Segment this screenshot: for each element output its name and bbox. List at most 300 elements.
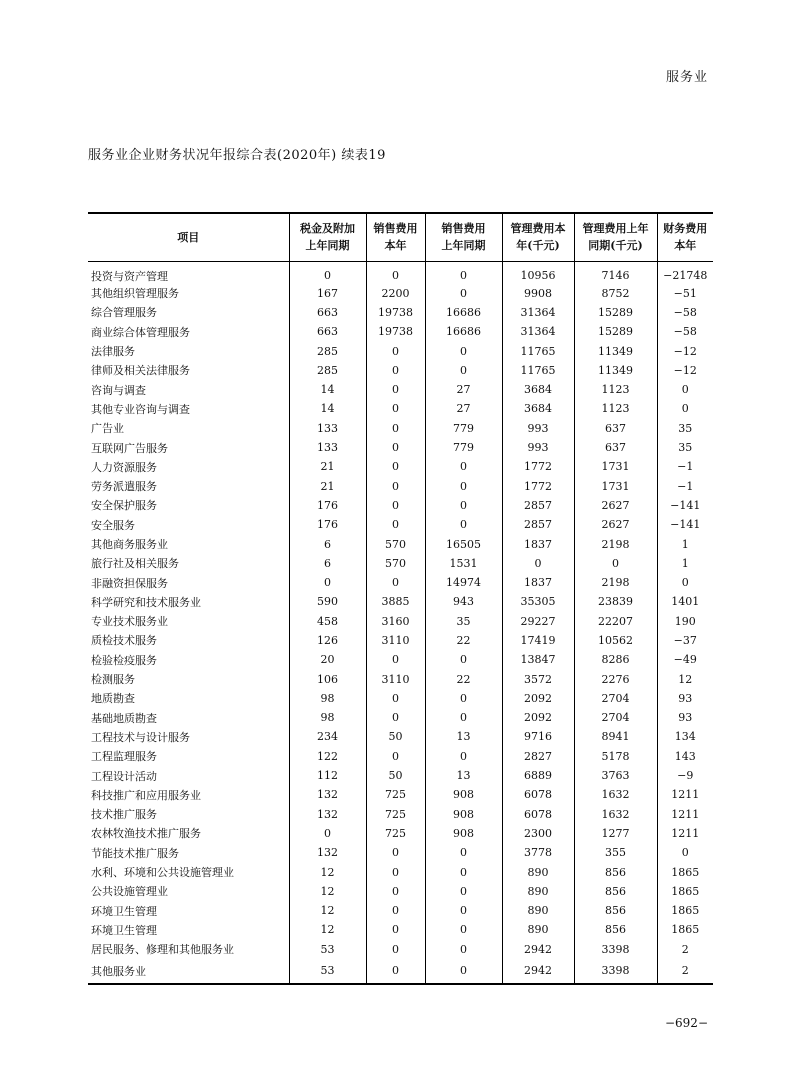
- column-header: [425, 213, 502, 261]
- table-cell: 663: [289, 303, 366, 322]
- table-cell: 1211: [657, 824, 713, 843]
- row-label: 技术推广服务: [91, 808, 157, 822]
- table-cell: 3778: [502, 843, 574, 862]
- page-number: −692−: [664, 1016, 708, 1030]
- table-cell: −37: [657, 631, 713, 650]
- row-label: 律师及相关法律服务: [91, 364, 190, 378]
- table-cell: 890: [502, 882, 574, 901]
- column-header-line: 销售费用: [441, 222, 486, 236]
- table-cell: 3398: [574, 940, 657, 959]
- table-cell: 35: [657, 419, 713, 438]
- table-cell: 0: [425, 361, 502, 380]
- table-cell: 0: [425, 843, 502, 862]
- table-cell: 1837: [502, 573, 574, 592]
- table-cell: 2627: [574, 496, 657, 515]
- table-cell: 14: [289, 399, 366, 418]
- table-cell: 2300: [502, 824, 574, 843]
- table-cell: 19738: [366, 303, 425, 322]
- column-header-line: 税金及附加: [300, 222, 355, 236]
- row-label: 质检技术服务: [91, 634, 157, 648]
- table-cell: 285: [289, 341, 366, 360]
- table-cell: 6078: [502, 785, 574, 804]
- row-label: 安全保护服务: [91, 499, 157, 513]
- table-cell: −141: [657, 515, 713, 534]
- table-cell: 0: [366, 862, 425, 881]
- section-header: 服务业: [665, 70, 708, 85]
- table-cell: 16505: [425, 534, 502, 553]
- table-cell: 0: [366, 882, 425, 901]
- table-cell: −1: [657, 476, 713, 495]
- table-row: [88, 940, 713, 959]
- table-cell: 12: [289, 901, 366, 920]
- table-cell: 993: [502, 419, 574, 438]
- table-cell: 13: [425, 727, 502, 746]
- table-cell: 17419: [502, 631, 574, 650]
- table-cell: 890: [502, 901, 574, 920]
- table-cell: 0: [425, 341, 502, 360]
- table-cell: 2627: [574, 515, 657, 534]
- table-cell: 15289: [574, 303, 657, 322]
- table-cell: 590: [289, 592, 366, 611]
- table-cell: 1865: [657, 901, 713, 920]
- table-row: [88, 573, 713, 592]
- table-cell: 7146: [574, 261, 657, 284]
- table-cell: 15289: [574, 322, 657, 341]
- column-header: [657, 213, 713, 261]
- table-cell: 0: [366, 496, 425, 515]
- table-cell: 285: [289, 361, 366, 380]
- table-cell: 22: [425, 631, 502, 650]
- table-cell: 2827: [502, 747, 574, 766]
- table-cell: 2276: [574, 669, 657, 688]
- row-label: 科技推广和应用服务业: [91, 788, 201, 802]
- column-header-line: 上年同期: [305, 239, 350, 253]
- table-row: [88, 901, 713, 920]
- column-header: [88, 213, 289, 261]
- table-cell: 1632: [574, 785, 657, 804]
- table-cell: 0: [425, 496, 502, 515]
- table-cell: 8752: [574, 284, 657, 303]
- row-label: 环境卫生管理: [91, 904, 157, 918]
- table-row: [88, 862, 713, 881]
- table-cell: 1: [657, 534, 713, 553]
- table-row: [88, 496, 713, 515]
- table-cell: 134: [657, 727, 713, 746]
- table-cell: 856: [574, 882, 657, 901]
- table-cell: 143: [657, 747, 713, 766]
- table-cell: 0: [657, 399, 713, 418]
- table-cell: 663: [289, 322, 366, 341]
- table-cell: 13: [425, 766, 502, 785]
- table-row: [88, 650, 713, 669]
- column-header-line: 本年: [674, 239, 697, 253]
- table-cell: 0: [366, 361, 425, 380]
- table-cell: 0: [425, 708, 502, 727]
- table-body: [88, 261, 713, 984]
- table-cell: 725: [366, 824, 425, 843]
- table-cell: 2092: [502, 708, 574, 727]
- table-cell: 106: [289, 669, 366, 688]
- data-table-container: [88, 212, 713, 985]
- table-cell: 3763: [574, 766, 657, 785]
- table-cell: 458: [289, 612, 366, 631]
- table-cell: 176: [289, 515, 366, 534]
- table-cell: 0: [366, 650, 425, 669]
- table-cell: 167: [289, 284, 366, 303]
- row-label: 安全服务: [91, 518, 135, 532]
- table-cell: 0: [425, 901, 502, 920]
- table-cell: 5178: [574, 747, 657, 766]
- table-cell: 0: [366, 476, 425, 495]
- table-cell: −9: [657, 766, 713, 785]
- table-row: [88, 380, 713, 399]
- table-cell: 0: [425, 862, 502, 881]
- data-table: [88, 212, 713, 985]
- table-cell: −58: [657, 303, 713, 322]
- row-label: 商业综合体管理服务: [91, 325, 190, 339]
- table-cell: 2198: [574, 573, 657, 592]
- table-cell: 176: [289, 496, 366, 515]
- table-cell: 12: [289, 882, 366, 901]
- table-cell: 112: [289, 766, 366, 785]
- column-header-line: 管理费用上年: [582, 222, 649, 236]
- table-cell: 0: [366, 399, 425, 418]
- table-cell: 0: [425, 284, 502, 303]
- table-cell: 0: [574, 554, 657, 573]
- row-label: 地质勘查: [91, 692, 135, 706]
- table-cell: 1123: [574, 399, 657, 418]
- table-cell: 22: [425, 669, 502, 688]
- table-cell: 0: [366, 689, 425, 708]
- table-cell: 14974: [425, 573, 502, 592]
- table-cell: 8941: [574, 727, 657, 746]
- table-cell: 0: [289, 824, 366, 843]
- table-row: [88, 747, 713, 766]
- table-row: [88, 476, 713, 495]
- table-cell: 0: [425, 261, 502, 284]
- table-cell: 0: [289, 261, 366, 284]
- table-cell: 0: [366, 341, 425, 360]
- table-cell: 2092: [502, 689, 574, 708]
- table-row: [88, 341, 713, 360]
- table-cell: 31364: [502, 322, 574, 341]
- table-cell: 2200: [366, 284, 425, 303]
- table-cell: 0: [425, 689, 502, 708]
- table-cell: 0: [366, 419, 425, 438]
- table-cell: 890: [502, 920, 574, 939]
- column-header-line: 本年: [384, 239, 407, 253]
- table-cell: 1: [657, 554, 713, 573]
- table-cell: 355: [574, 843, 657, 862]
- table-title: 服务业企业财务状况年报综合表(2020年) 续表19: [88, 148, 386, 163]
- table-cell: 126: [289, 631, 366, 650]
- row-label: 其他组织管理服务: [91, 287, 179, 301]
- table-cell: 8286: [574, 650, 657, 669]
- table-cell: 1865: [657, 882, 713, 901]
- table-cell: 779: [425, 438, 502, 457]
- row-label: 农林牧渔技术推广服务: [91, 827, 201, 841]
- row-label: 投资与资产管理: [91, 269, 168, 283]
- table-cell: 0: [425, 650, 502, 669]
- row-label: 互联网广告服务: [91, 441, 168, 455]
- table-cell: 0: [366, 940, 425, 959]
- row-label: 劳务派遣服务: [91, 480, 157, 494]
- table-cell: 29227: [502, 612, 574, 631]
- table-cell: 132: [289, 805, 366, 824]
- row-label: 检测服务: [91, 673, 135, 687]
- column-header: [502, 213, 574, 261]
- table-cell: 16686: [425, 322, 502, 341]
- table-cell: −49: [657, 650, 713, 669]
- table-cell: 9716: [502, 727, 574, 746]
- table-cell: 0: [425, 920, 502, 939]
- table-row: [88, 843, 713, 862]
- table-cell: 2: [657, 940, 713, 959]
- table-cell: 2942: [502, 959, 574, 984]
- table-cell: 0: [425, 959, 502, 984]
- table-cell: 0: [425, 882, 502, 901]
- column-header-line: 管理费用本: [510, 222, 566, 236]
- column-header-line: 项目: [177, 230, 200, 244]
- table-cell: 98: [289, 708, 366, 727]
- table-cell: 23839: [574, 592, 657, 611]
- table-cell: 2857: [502, 496, 574, 515]
- column-header-line: 年(千元): [516, 239, 560, 253]
- table-cell: 0: [366, 901, 425, 920]
- row-label: 法律服务: [91, 345, 135, 359]
- row-label: 水利、环境和公共设施管理业: [91, 866, 234, 880]
- table-cell: 10956: [502, 261, 574, 284]
- table-cell: −1: [657, 457, 713, 476]
- table-cell: 856: [574, 901, 657, 920]
- table-cell: 14: [289, 380, 366, 399]
- table-row: [88, 303, 713, 322]
- column-header: [289, 213, 366, 261]
- table-cell: 0: [425, 747, 502, 766]
- table-cell: 779: [425, 419, 502, 438]
- table-cell: 12: [657, 669, 713, 688]
- table-row: [88, 727, 713, 746]
- table-cell: 190: [657, 612, 713, 631]
- table-row: [88, 708, 713, 727]
- table-row: [88, 261, 713, 284]
- table-cell: 16686: [425, 303, 502, 322]
- table-header-row: [88, 213, 713, 261]
- column-header-line: 同期(千元): [588, 239, 643, 253]
- table-cell: 637: [574, 419, 657, 438]
- table-cell: 725: [366, 805, 425, 824]
- table-cell: 2704: [574, 689, 657, 708]
- row-label: 节能技术推广服务: [91, 846, 179, 860]
- table-cell: 993: [502, 438, 574, 457]
- row-label: 综合管理服务: [91, 306, 157, 320]
- table-cell: 890: [502, 862, 574, 881]
- table-cell: 3160: [366, 612, 425, 631]
- table-row: [88, 631, 713, 650]
- table-cell: 0: [366, 573, 425, 592]
- table-cell: 53: [289, 959, 366, 984]
- table-cell: 11349: [574, 341, 657, 360]
- table-cell: 3572: [502, 669, 574, 688]
- table-row: [88, 689, 713, 708]
- table-cell: 31364: [502, 303, 574, 322]
- row-label: 工程技术与设计服务: [91, 730, 190, 744]
- table-row: [88, 515, 713, 534]
- row-label: 其他专业咨询与调查: [91, 402, 190, 416]
- table-row: [88, 438, 713, 457]
- table-cell: 0: [366, 261, 425, 284]
- table-cell: 2: [657, 959, 713, 984]
- table-cell: 21: [289, 476, 366, 495]
- table-row: [88, 920, 713, 939]
- table-cell: 0: [502, 554, 574, 573]
- row-label: 环境卫生管理: [91, 923, 157, 937]
- row-label: 旅行社及相关服务: [91, 557, 179, 571]
- table-cell: 1772: [502, 457, 574, 476]
- row-label: 广告业: [91, 422, 124, 436]
- table-cell: 725: [366, 785, 425, 804]
- table-row: [88, 457, 713, 476]
- table-cell: 908: [425, 824, 502, 843]
- table-cell: 0: [366, 920, 425, 939]
- table-row: [88, 785, 713, 804]
- table-row: [88, 284, 713, 303]
- table-cell: 234: [289, 727, 366, 746]
- column-header-line: 上年同期: [441, 239, 486, 253]
- table-cell: 133: [289, 438, 366, 457]
- table-cell: −141: [657, 496, 713, 515]
- row-label: 居民服务、修理和其他服务业: [91, 943, 234, 957]
- table-cell: 20: [289, 650, 366, 669]
- row-label: 咨询与调查: [91, 383, 146, 397]
- table-cell: 1865: [657, 920, 713, 939]
- row-label: 非融资担保服务: [91, 576, 168, 590]
- table-cell: 132: [289, 785, 366, 804]
- table-row: [88, 399, 713, 418]
- table-cell: 6: [289, 554, 366, 573]
- row-label: 其他服务业: [88, 959, 289, 984]
- row-label: 检验检疫服务: [91, 653, 157, 667]
- table-cell: 19738: [366, 322, 425, 341]
- table-cell: 12: [289, 920, 366, 939]
- table-cell: 0: [425, 940, 502, 959]
- table-cell: 1531: [425, 554, 502, 573]
- table-cell: 98: [289, 689, 366, 708]
- table-row: [88, 592, 713, 611]
- table-cell: 0: [289, 573, 366, 592]
- table-row: [88, 612, 713, 631]
- table-cell: 908: [425, 785, 502, 804]
- table-cell: 1837: [502, 534, 574, 553]
- table-cell: 53: [289, 940, 366, 959]
- table-cell: 856: [574, 862, 657, 881]
- table-cell: 35305: [502, 592, 574, 611]
- table-cell: 3684: [502, 380, 574, 399]
- table-cell: 10562: [574, 631, 657, 650]
- table-cell: 0: [366, 438, 425, 457]
- table-cell: 2704: [574, 708, 657, 727]
- table-cell: 0: [657, 573, 713, 592]
- table-cell: 35: [425, 612, 502, 631]
- table-cell: 0: [657, 843, 713, 862]
- table-cell: 12: [289, 862, 366, 881]
- table-cell: 93: [657, 708, 713, 727]
- row-label: 工程监理服务: [91, 750, 157, 764]
- table-cell: 50: [366, 766, 425, 785]
- column-header-line: 销售费用: [373, 222, 418, 236]
- table-cell: 637: [574, 438, 657, 457]
- column-header: [366, 213, 425, 261]
- table-cell: 27: [425, 399, 502, 418]
- table-cell: 0: [657, 380, 713, 399]
- table-cell: 0: [366, 843, 425, 862]
- table-row: [88, 669, 713, 688]
- table-cell: 6889: [502, 766, 574, 785]
- table-cell: 908: [425, 805, 502, 824]
- table-cell: 35: [657, 438, 713, 457]
- table-cell: 11765: [502, 341, 574, 360]
- table-cell: 21: [289, 457, 366, 476]
- table-cell: 0: [425, 515, 502, 534]
- table-cell: −21748: [657, 261, 713, 284]
- table-row: [88, 805, 713, 824]
- table-cell: 0: [425, 476, 502, 495]
- table-cell: −12: [657, 361, 713, 380]
- table-cell: 0: [366, 515, 425, 534]
- table-row: [88, 361, 713, 380]
- table-cell: 0: [366, 747, 425, 766]
- table-cell: 1277: [574, 824, 657, 843]
- table-cell: 2198: [574, 534, 657, 553]
- table-cell: 1865: [657, 862, 713, 881]
- table-row: [88, 882, 713, 901]
- table-row: [88, 534, 713, 553]
- table-cell: 856: [574, 920, 657, 939]
- table-cell: 50: [366, 727, 425, 746]
- table-cell: −51: [657, 284, 713, 303]
- table-cell: 570: [366, 554, 425, 573]
- table-row: [88, 824, 713, 843]
- table-cell: 22207: [574, 612, 657, 631]
- table-cell: 122: [289, 747, 366, 766]
- table-cell: 1772: [502, 476, 574, 495]
- table-cell: 27: [425, 380, 502, 399]
- column-header: [574, 213, 657, 261]
- table-cell: 132: [289, 843, 366, 862]
- table-row: [88, 959, 713, 984]
- table-cell: 0: [366, 959, 425, 984]
- table-cell: 93: [657, 689, 713, 708]
- table-cell: 6078: [502, 805, 574, 824]
- table-cell: 133: [289, 419, 366, 438]
- table-cell: 943: [425, 592, 502, 611]
- column-header-line: 财务费用: [663, 222, 708, 236]
- table-cell: 3885: [366, 592, 425, 611]
- row-label: 科学研究和技术服务业: [91, 595, 201, 609]
- table-cell: 13847: [502, 650, 574, 669]
- table-cell: 1123: [574, 380, 657, 399]
- table-cell: 11349: [574, 361, 657, 380]
- row-label: 专业技术服务业: [91, 615, 168, 629]
- table-cell: 1401: [657, 592, 713, 611]
- row-label: 工程设计活动: [91, 769, 157, 783]
- table-cell: 3110: [366, 669, 425, 688]
- table-cell: 3398: [574, 959, 657, 984]
- row-label: 基础地质勘查: [91, 711, 157, 725]
- table-cell: −12: [657, 341, 713, 360]
- table-row: [88, 766, 713, 785]
- table-cell: 1211: [657, 805, 713, 824]
